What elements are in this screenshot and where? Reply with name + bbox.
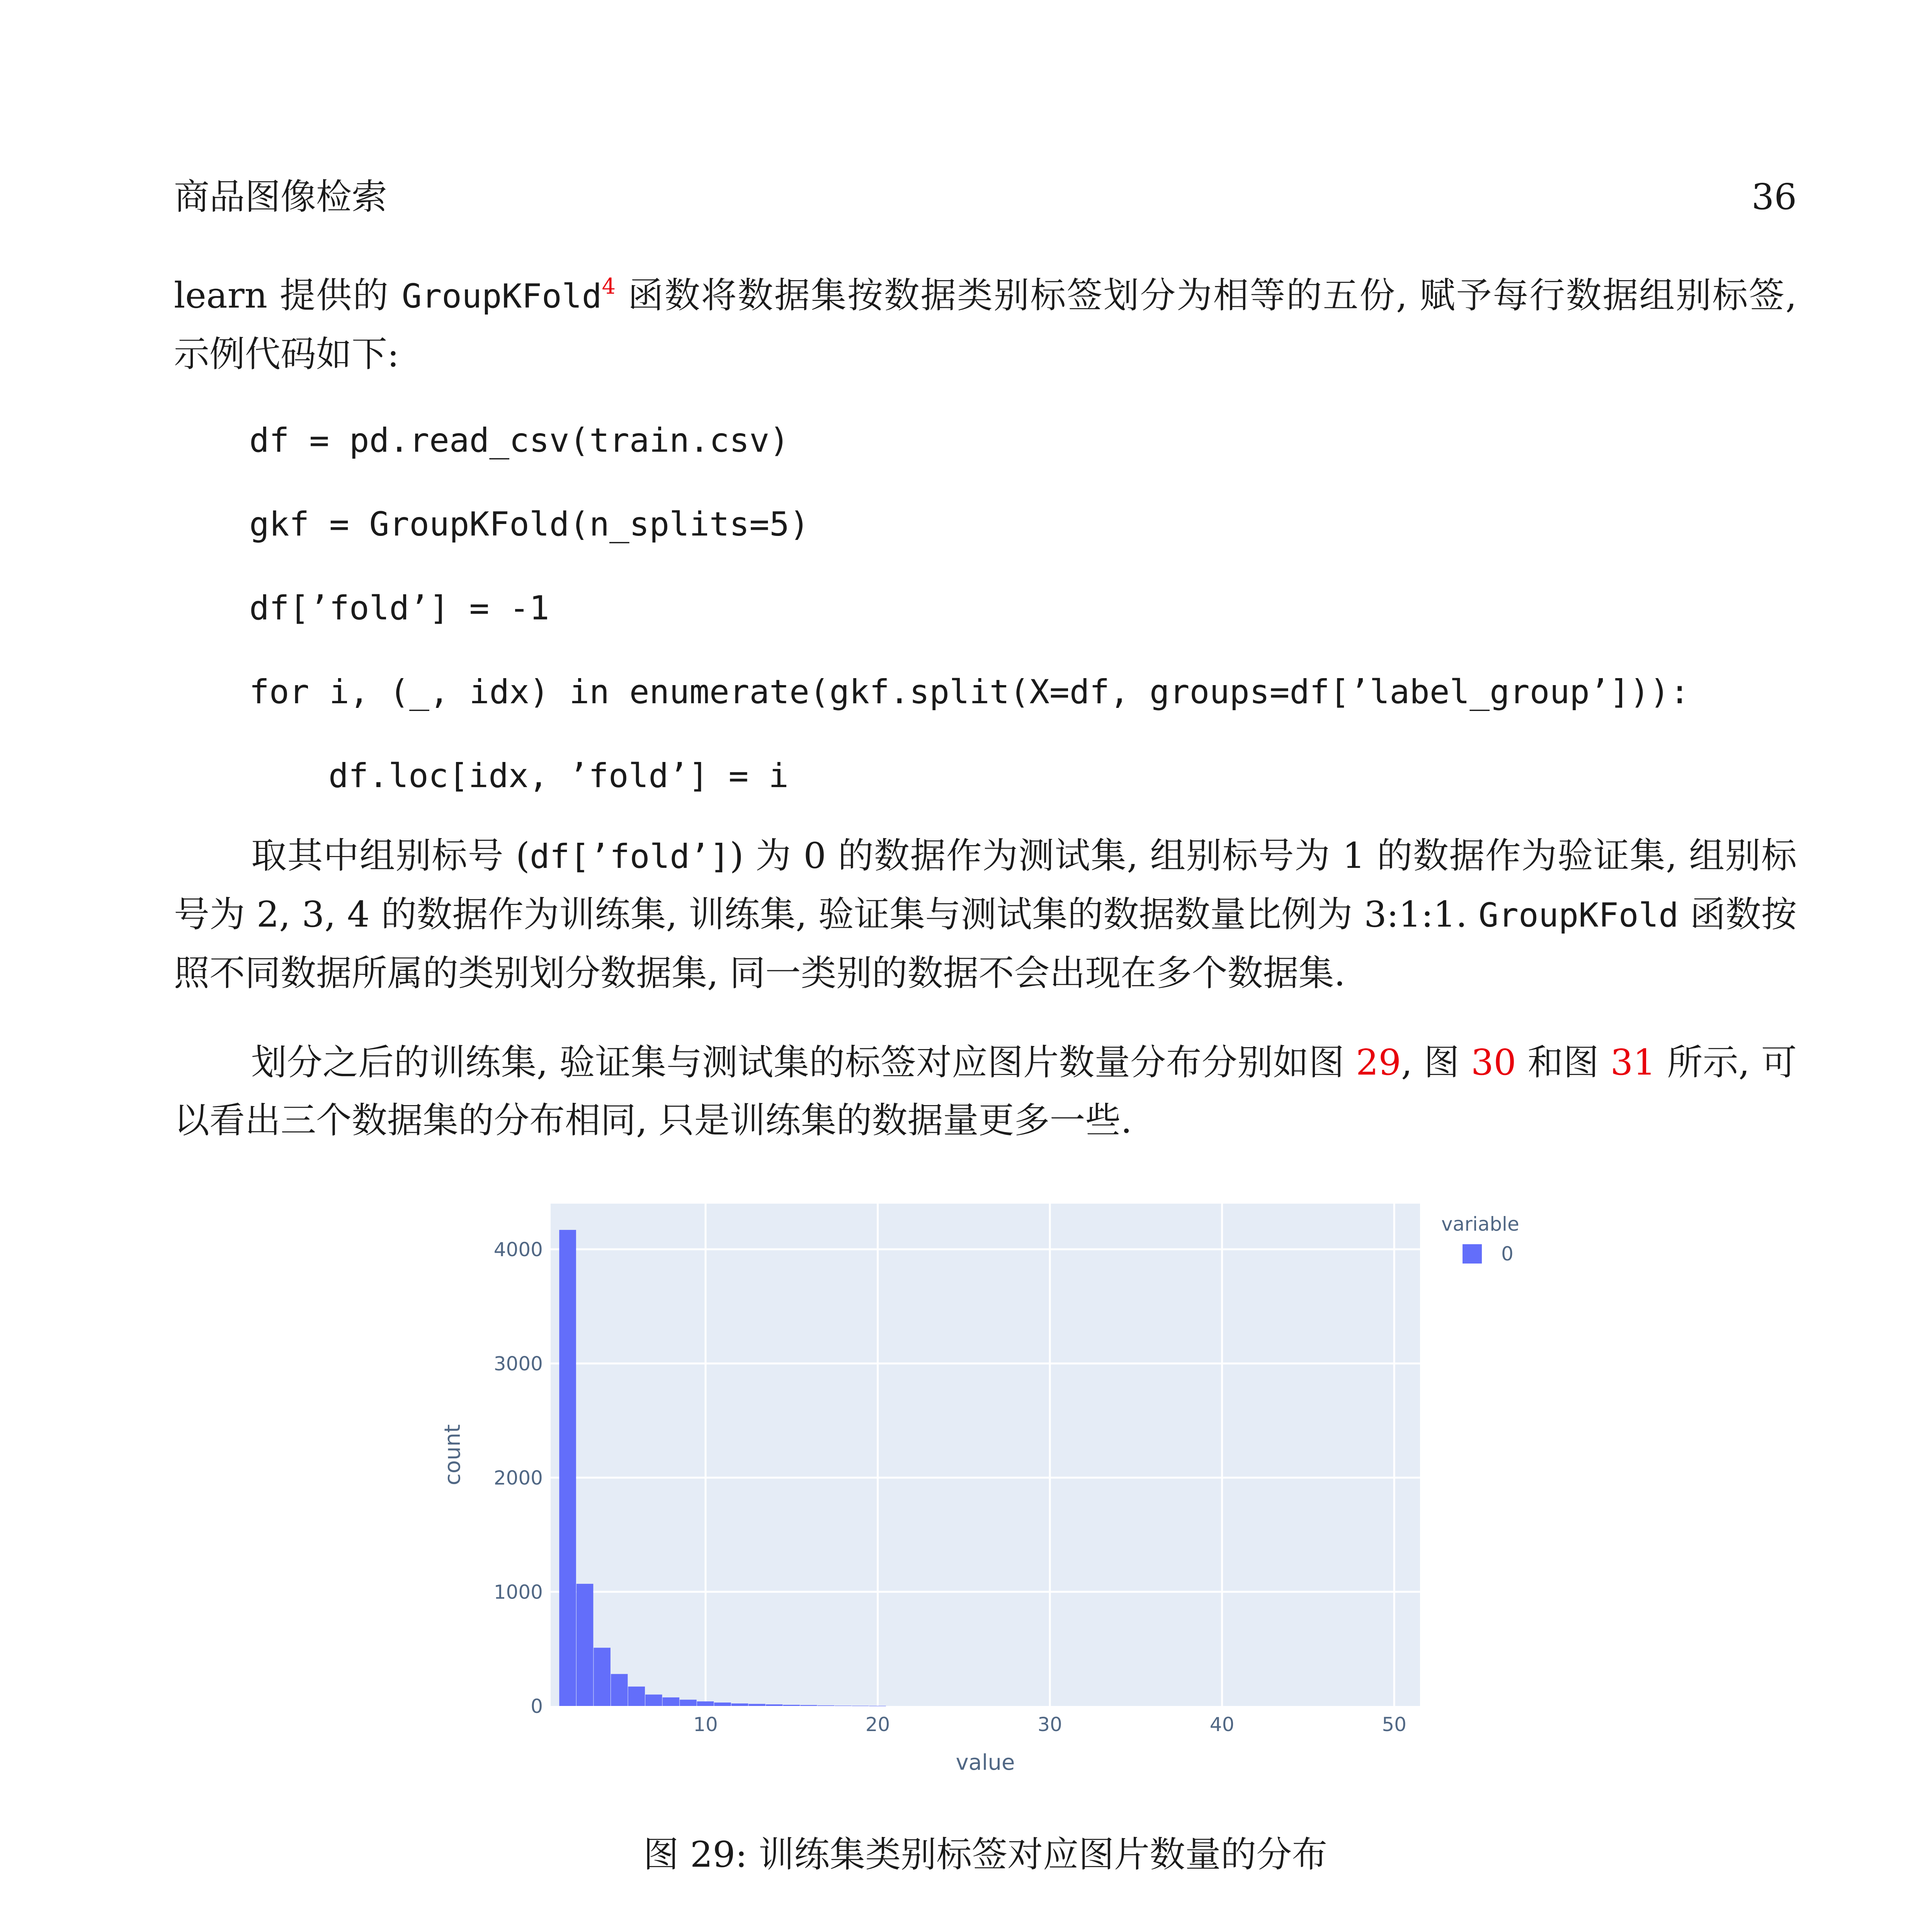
y-tick-label: 4000 <box>493 1238 543 1261</box>
footnote-marker[interactable]: 4 <box>602 274 616 299</box>
figure-ref-29[interactable]: 29 <box>1355 1042 1401 1083</box>
para3-text-b: , 图 <box>1401 1042 1471 1083</box>
histogram-bar[interactable] <box>783 1705 800 1706</box>
histogram-bar[interactable] <box>577 1584 594 1706</box>
code-inline-fold: df[’fold’] <box>529 837 730 876</box>
histogram-bar[interactable] <box>800 1705 817 1706</box>
histogram-bar[interactable] <box>766 1704 783 1706</box>
para3-text-a: 划分之后的训练集, 验证集与测试集的标签对应图片数量分布分别如图 <box>251 1042 1356 1083</box>
histogram-bar[interactable] <box>714 1702 731 1706</box>
para3-text-d: 所示, 可以看出三个数据集的分布相同, 只是训练集的数据量更多一些. <box>174 1042 1797 1141</box>
code-line-1: df = pd.read_csv(train.csv) <box>249 421 789 460</box>
x-tick-label: 30 <box>1037 1713 1062 1736</box>
y-tick-label: 2000 <box>493 1467 543 1490</box>
histogram-bar[interactable] <box>628 1687 645 1706</box>
para1-text-a: learn 提供的 <box>174 275 402 316</box>
legend-title: variable <box>1441 1213 1519 1235</box>
x-tick-label: 40 <box>1209 1713 1235 1736</box>
code-line-2: gkf = GroupKFold(n_splits=5) <box>249 505 810 544</box>
figure-caption: 图 29: 训练集类别标签对应图片数量的分布 <box>643 1834 1328 1875</box>
code-line-3: df[’fold’] = -1 <box>249 589 549 628</box>
para1-text-b: 函数将数据集按数据类别标签划分为相等的五份, 赋予每行数据组别标签, 示例代码如下: <box>174 275 1797 375</box>
running-header-title: 商品图像检索 <box>174 176 388 218</box>
legend-label[interactable]: 0 <box>1501 1243 1514 1265</box>
y-tick-label: 1000 <box>493 1581 543 1604</box>
y-tick-label: 0 <box>531 1695 543 1718</box>
x-tick-label: 20 <box>865 1713 890 1736</box>
figure-ref-31[interactable]: 31 <box>1610 1042 1656 1083</box>
page-number: 36 <box>1751 176 1797 218</box>
histogram-bar[interactable] <box>748 1704 765 1706</box>
code-line-4: for i, (_, idx) in enumerate(gkf.split(X=df, groups=df[’label_group’])): <box>249 673 1690 711</box>
histogram-bar[interactable] <box>663 1697 680 1706</box>
para2-text-c: 函数按照不同数据所属的类别划分数据集, 同一类别的数据不会出现在多个数据集. <box>174 894 1797 994</box>
y-tick-label: 3000 <box>493 1352 543 1375</box>
code-inline-groupkfold: GroupKFold <box>401 277 602 316</box>
histogram-bar[interactable] <box>594 1648 611 1706</box>
y-axis-title: count <box>440 1424 465 1485</box>
histogram-bar[interactable] <box>697 1701 714 1706</box>
para2-text-b: ) 为 0 的数据作为测试集, 组别标号为 1 的数据作为验证集, 组别标号为 2, 3, 4 的数据作为训练集, 训练集, 验证集与测试集的数据数量比例为 3:1:1. <box>174 835 1797 935</box>
code-inline-groupkfold-2: GroupKFold <box>1478 896 1679 935</box>
figure-ref-30[interactable]: 30 <box>1471 1042 1516 1083</box>
histogram-bar[interactable] <box>611 1674 628 1706</box>
histogram-bar[interactable] <box>645 1694 662 1706</box>
para2-text-a: 取其中组别标号 ( <box>251 835 530 876</box>
histogram-bar[interactable] <box>731 1704 748 1706</box>
para3-text-c: 和图 <box>1516 1042 1611 1083</box>
legend-swatch[interactable] <box>1463 1244 1482 1264</box>
x-tick-label: 10 <box>693 1713 718 1736</box>
x-axis-title: value <box>956 1750 1015 1775</box>
plot-background <box>551 1204 1420 1706</box>
histogram-bar[interactable] <box>680 1700 697 1706</box>
code-line-5: df.loc[idx, ’fold’] = i <box>328 757 789 795</box>
histogram-bar[interactable] <box>559 1230 576 1706</box>
x-tick-label: 50 <box>1382 1713 1406 1736</box>
